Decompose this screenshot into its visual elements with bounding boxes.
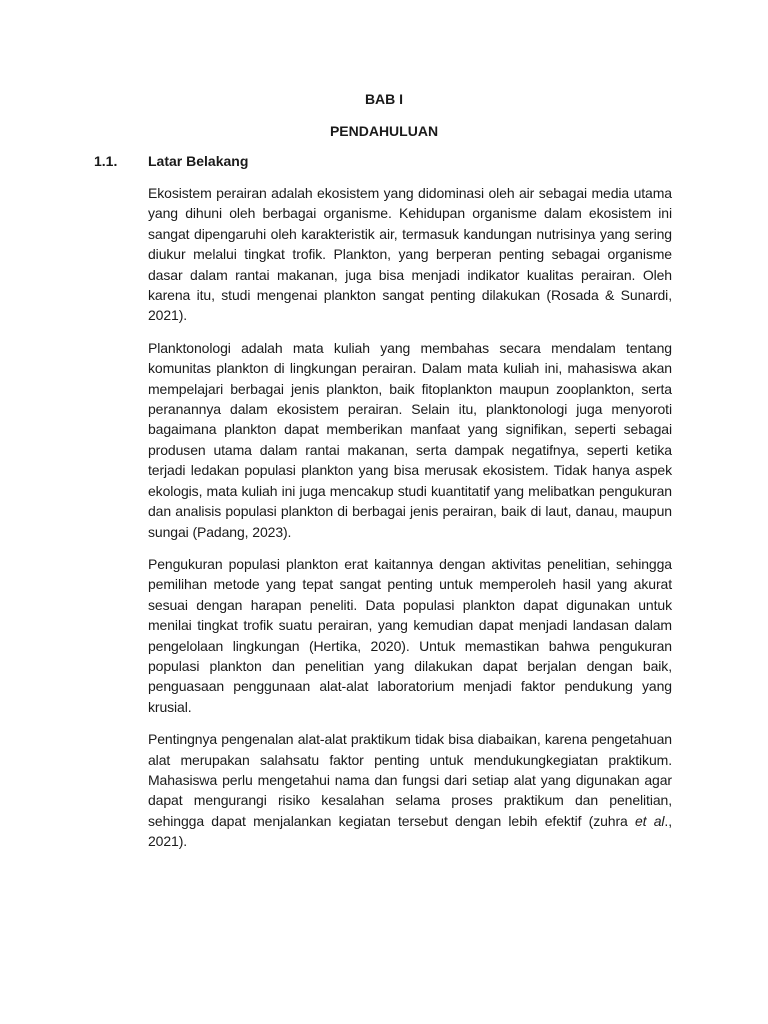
citation-italic: et al (634, 812, 665, 829)
paragraph-3: Pengukuran populasi plankton erat kaitannya dengan aktivitas penelitian, sehingga pemilihan metode yang tepat sangat penting untuk memperoleh hasil yang akurat sesuai dengan harapan peneliti. Data populasi plankton dapat digunakan untuk menilai tingkat trofik suatu perairan, yang kemudian dapat menjadi landasan dalam pengelolaan lingkungan (Hertika, 2020). Untuk memastikan bahwa pengukuran populasi plankton dan penelitian yang dilakukan dapat berjalan dengan baik, penguasaan penggunaan alat-alat laboratorium menjadi faktor pendukung yang krusial. (148, 555, 672, 715)
paragraph-2: Planktonologi adalah mata kuliah yang membahas secara mendalam tentang komunitas plankton di lingkungan perairan. Dalam mata kuliah ini, mahasiswa akan mempelajari berbagai jenis plankton, baik fitoplankton maupun zooplankton, serta peranannya dalam ekosistem perairan. Selain itu, planktonologi juga menyoroti bagaimana plankton dapat memberikan manfaat yang signifikan, seperti sebagai produsen utama dalam rantai makanan, serta dampak negatifnya, seperti ketika terjadi ledakan populasi plankton yang bisa merusak ekosistem. Tidak hanya aspek ekologis, mata kuliah ini juga mencakup studi kuantitatif yang melibatkan pengukuran dan analisis populasi plankton di berbagai jenis perairan, baik di laut, danau, maupun sungai (Padang, 2023). (148, 339, 672, 540)
section-number: 1.1. (94, 153, 118, 169)
section-title: Latar Belakang (148, 153, 249, 169)
chapter-number: BAB I (364, 91, 404, 107)
paragraph-4-end: ., 2021). (148, 812, 672, 850)
paragraph-1: Ekosistem perairan adalah ekosistem yang didominasi oleh air sebagai media utama yang dihuni oleh berbagai organisme. Kehidupan organisme dalam ekosistem ini sangat dipengaruhi oleh karakteristik air, termasuk kandungan nutrisinya yang sering diukur melalui tingkat trofik. Plankton, yang berperan penting sebagai organisme dasar dalam rantai makanan, juga bisa menjadi indikator kualitas perairan. Oleh karena itu, studi mengenai plankton sangat penting dilakukan (Rosada & Sunardi, 2021). (148, 185, 672, 324)
paragraph-4-text: Pentingnya pengenalan alat-alat praktikum tidak bisa diabaikan, karena pengetahuan alat merupakan salahsatu faktor penting untuk mendukungkegiatan praktikum. Mahasiswa perlu mengetahui nama dan fungsi dari setiap alat yang digunakan agar dapat mengurangi risiko kesalahan selama proses praktikum dan penelitian, sehingga dapat menjalankan kegiatan tersebut dengan lebih efektif (zuhra (148, 731, 672, 829)
paragraph-4 (148, 729, 672, 851)
section-heading (94, 152, 248, 170)
chapter-title: PENDAHULUAN (329, 123, 439, 139)
body-text (148, 183, 672, 864)
